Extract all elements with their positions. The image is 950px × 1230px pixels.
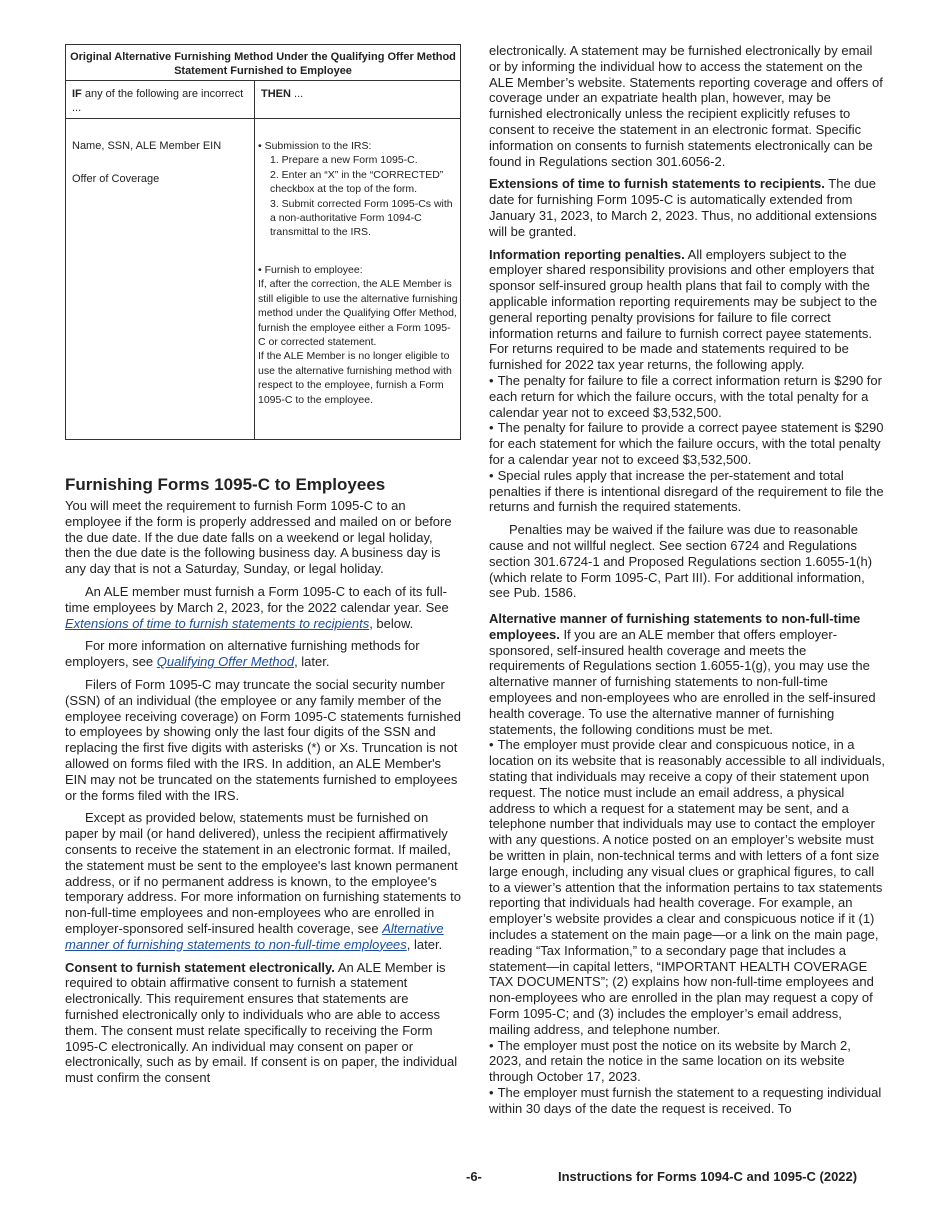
paragraph: Penalties may be waived if the failure was due to reasonable cause and not willful neglect. See section 6724 and Regulations section 301.6724-1 and Proposed Regulations section 1.6055-1(h) (which relate to Form 1095-C, Part III). For additional information, see Pub. 1586.	[489, 522, 873, 601]
link-qualifying-offer[interactable]: Qualifying Offer Method	[156, 654, 295, 670]
list-item: • The employer must post the notice on its website by March 2, 2023, and retain the notice in the same location on its website through October 17, 2023.	[489, 1038, 885, 1085]
paragraph: Alternative manner of furnishing statements to non-full-time employees. If you are an ALE member that offers employer-sponsored, self-insured health coverage and meets the requirements of Regulations section 1.6055-1(g), you may use the alternative manner of furnishing statements to non-full-time employees and non-employees who are enrolled in the self-insured health coverage. To use the alternative manner of furnishing statements, the following conditions must be met.	[489, 611, 876, 737]
paragraph: electronically. A statement may be furnished electronically by email or by informing the individual how to access the statement on the ALE Member’s website. Statements reporting coverage and offers of coverage under an expatriate health plan, however, may be furnished electronically unless the recipient explicitly refuses to consent to receive the statement in an electronic format. Specific information on consents to furnish statements electronically can be found in Regulations section 301.6056-2.	[489, 43, 883, 169]
table-cell-name-ssn: Name, SSN, ALE Member EIN	[72, 140, 222, 152]
left-column	[65, 498, 461, 1093]
paragraph: Filers of Form 1095-C may truncate the social security number (SSN) of an individual (the employee or any family member of the employee receiving coverage) on Form 1095-C statements furnished to employees by showing only the last four digits of the SSN and replacing the first five digits with asterisks (*) or Xs. Truncation is not allowed on forms filed with the IRS. In addition, an ALE Member's EIN may not be truncated on the statements furnished to employees or the forms filed with the IRS.	[65, 676, 461, 803]
right-column	[489, 43, 885, 1117]
paragraph: Consent to furnish statement electronically. An ALE Member is required to obtain affirmative consent to furnish a statement electronically. This requirement ensures that statements are furnished electronically only to individuals who are able to access them. The consent must relate specifically to receiving the Form 1095-C electronically. An individual may consent on paper or electronically, such as by email. If consent is on paper, the individual must confirm the consent	[65, 959, 458, 1086]
paragraph: You will meet the requirement to furnish Form 1095-C to an employee if the form is properly addressed and mailed on or before the due date. If the due date falls on a weekend or legal holiday, then the due date is the following business day. A business day is any day that is not a Saturday, Sunday, or legal holiday.	[65, 498, 452, 577]
header-then: THEN ...	[261, 88, 304, 100]
table-divider	[254, 81, 255, 439]
table-title: Original Alternative Furnishing Method Under the Qualifying Offer Method Statement Furnished to Employee	[66, 45, 460, 81]
table-header-row	[66, 81, 460, 119]
list-item: • The penalty for failure to provide a correct payee statement is $290 for each statement for which the failure occurs, with the total penalty for a calendar year not to exceed $3,532,500.	[489, 420, 885, 467]
paragraph: Information reporting penalties. All employers subject to the employer shared responsibility provisions and other employers that sponsor self-insured group health plans that fail to comply with the applicable information reporting requirements may be subject to the general reporting penalty provisions for failure to file correct information returns and failure to furnish correct payee statements. For returns required to be made and statements required to be furnished for 2022 tax year returns, the following apply.	[489, 246, 878, 373]
list-item: • The employer must furnish the statement to a requesting individual within 30 days of the date the request is received. To	[489, 1085, 885, 1117]
paragraph: Extensions of time to furnish statements to recipients. The due date for furnishing Form 1095-C is automatically extended from January 31, 2023, to March 2, 2023. Thus, no additional extensions will be granted.	[489, 176, 877, 239]
table-cell-employee-steps: • Furnish to employee: If, after the correction, the ALE Member is still eligible to use the alternative furnishing method under the Qualifying Offer Method, furnish the employee either a Form 1095-C or corrected statement. If the ALE Member is no longer eligible to use the alternative furnishing method with respect to the employee, furnish a Form 1095-C to the employee.	[258, 264, 458, 406]
list-item: • Special rules apply that increase the per-statement and total penalties if there is intentional disregard of the requirement to file the returns and furnish the required statements.	[489, 468, 885, 515]
link-alternative-manner[interactable]: Alternative manner of furnishing statements to non-full-time employees	[65, 920, 444, 952]
list-item: • The penalty for failure to file a correct information return is $290 for each return for which the failure occurs, with the total penalty for a calendar year not to exceed $3,532,500.	[489, 373, 885, 420]
link-extensions[interactable]: Extensions of time to furnish statements to recipients	[65, 615, 370, 631]
list-item: • The employer must provide clear and conspicuous notice, in a location on its website that is reasonably accessible to all individuals, stating that individuals may receive a copy of their statement upon request. The notice must include an email address, a physical address to which a request for a statement may be sent, and a telephone number that individuals may use to contact the employer with any questions. A notice posted on an employer’s website must be written in plain, non-technical terms and with letters of a font size large enough, including any visual clues or graphical figures, to call to a viewer’s attention that the information pertains to tax statements reporting that individuals had health coverage. For example, an employer’s website provides a clear and conspicuous notice if it (1) includes a statement on the main page—or a link on the main page, reading “Tax Information,” to a secondary page that includes a statement—in capital letters, “IMPORTANT HEALTH COVERAGE TAX DOCUMENTS”; (2) explains how non-full-time employees and non-employees who are enrolled in the plan may request a copy of Form 1095-C; and (3) includes the employer’s email address, mailing address, and telephone number.	[489, 737, 885, 1037]
paragraph: For more information on alternative furnishing methods for employers, see Qualifying Offer Method, later.	[65, 638, 420, 670]
table-cell-irs-steps: • Submission to the IRS: 1. Prepare a new Form 1095-C. 2. Enter an “X” in the “CORRECTED” checkbox at the top of the form. 3. Submit corrected Form 1095-Cs with a non-authoritative Form 1094-C transmittal to the IRS.	[258, 140, 453, 239]
section-heading: Furnishing Forms 1095-C to Employees	[65, 475, 386, 494]
paragraph: An ALE member must furnish a Form 1095-C to each of its full-time employees by March 2, 2023, for the 2022 calendar year. See Extensions of time to furnish statements to recipients, below.	[65, 583, 449, 631]
paragraph: Except as provided below, statements must be furnished on paper by mail (or hand delivered), unless the recipient affirmatively consents to receive the statement in an electronic format. If mailed, the statement must be sent to the employee's last known permanent address, or if no permanent address is known, to the employee's temporary address. For more information on furnishing statements to non-full-time employees and non-employees who are enrolled in employer-sponsored self-insured health coverage, see Alternative manner of furnishing statements to non-full-time employees, later.	[65, 810, 461, 952]
table-cell-offer: Offer of Coverage	[72, 173, 160, 185]
footer-title: Instructions for Forms 1094-C and 1095-C (2022)	[558, 1169, 858, 1184]
page-number: -6-	[466, 1169, 482, 1184]
header-if: IF any of the following are incorrect ...	[72, 88, 244, 114]
correction-table	[65, 44, 461, 440]
